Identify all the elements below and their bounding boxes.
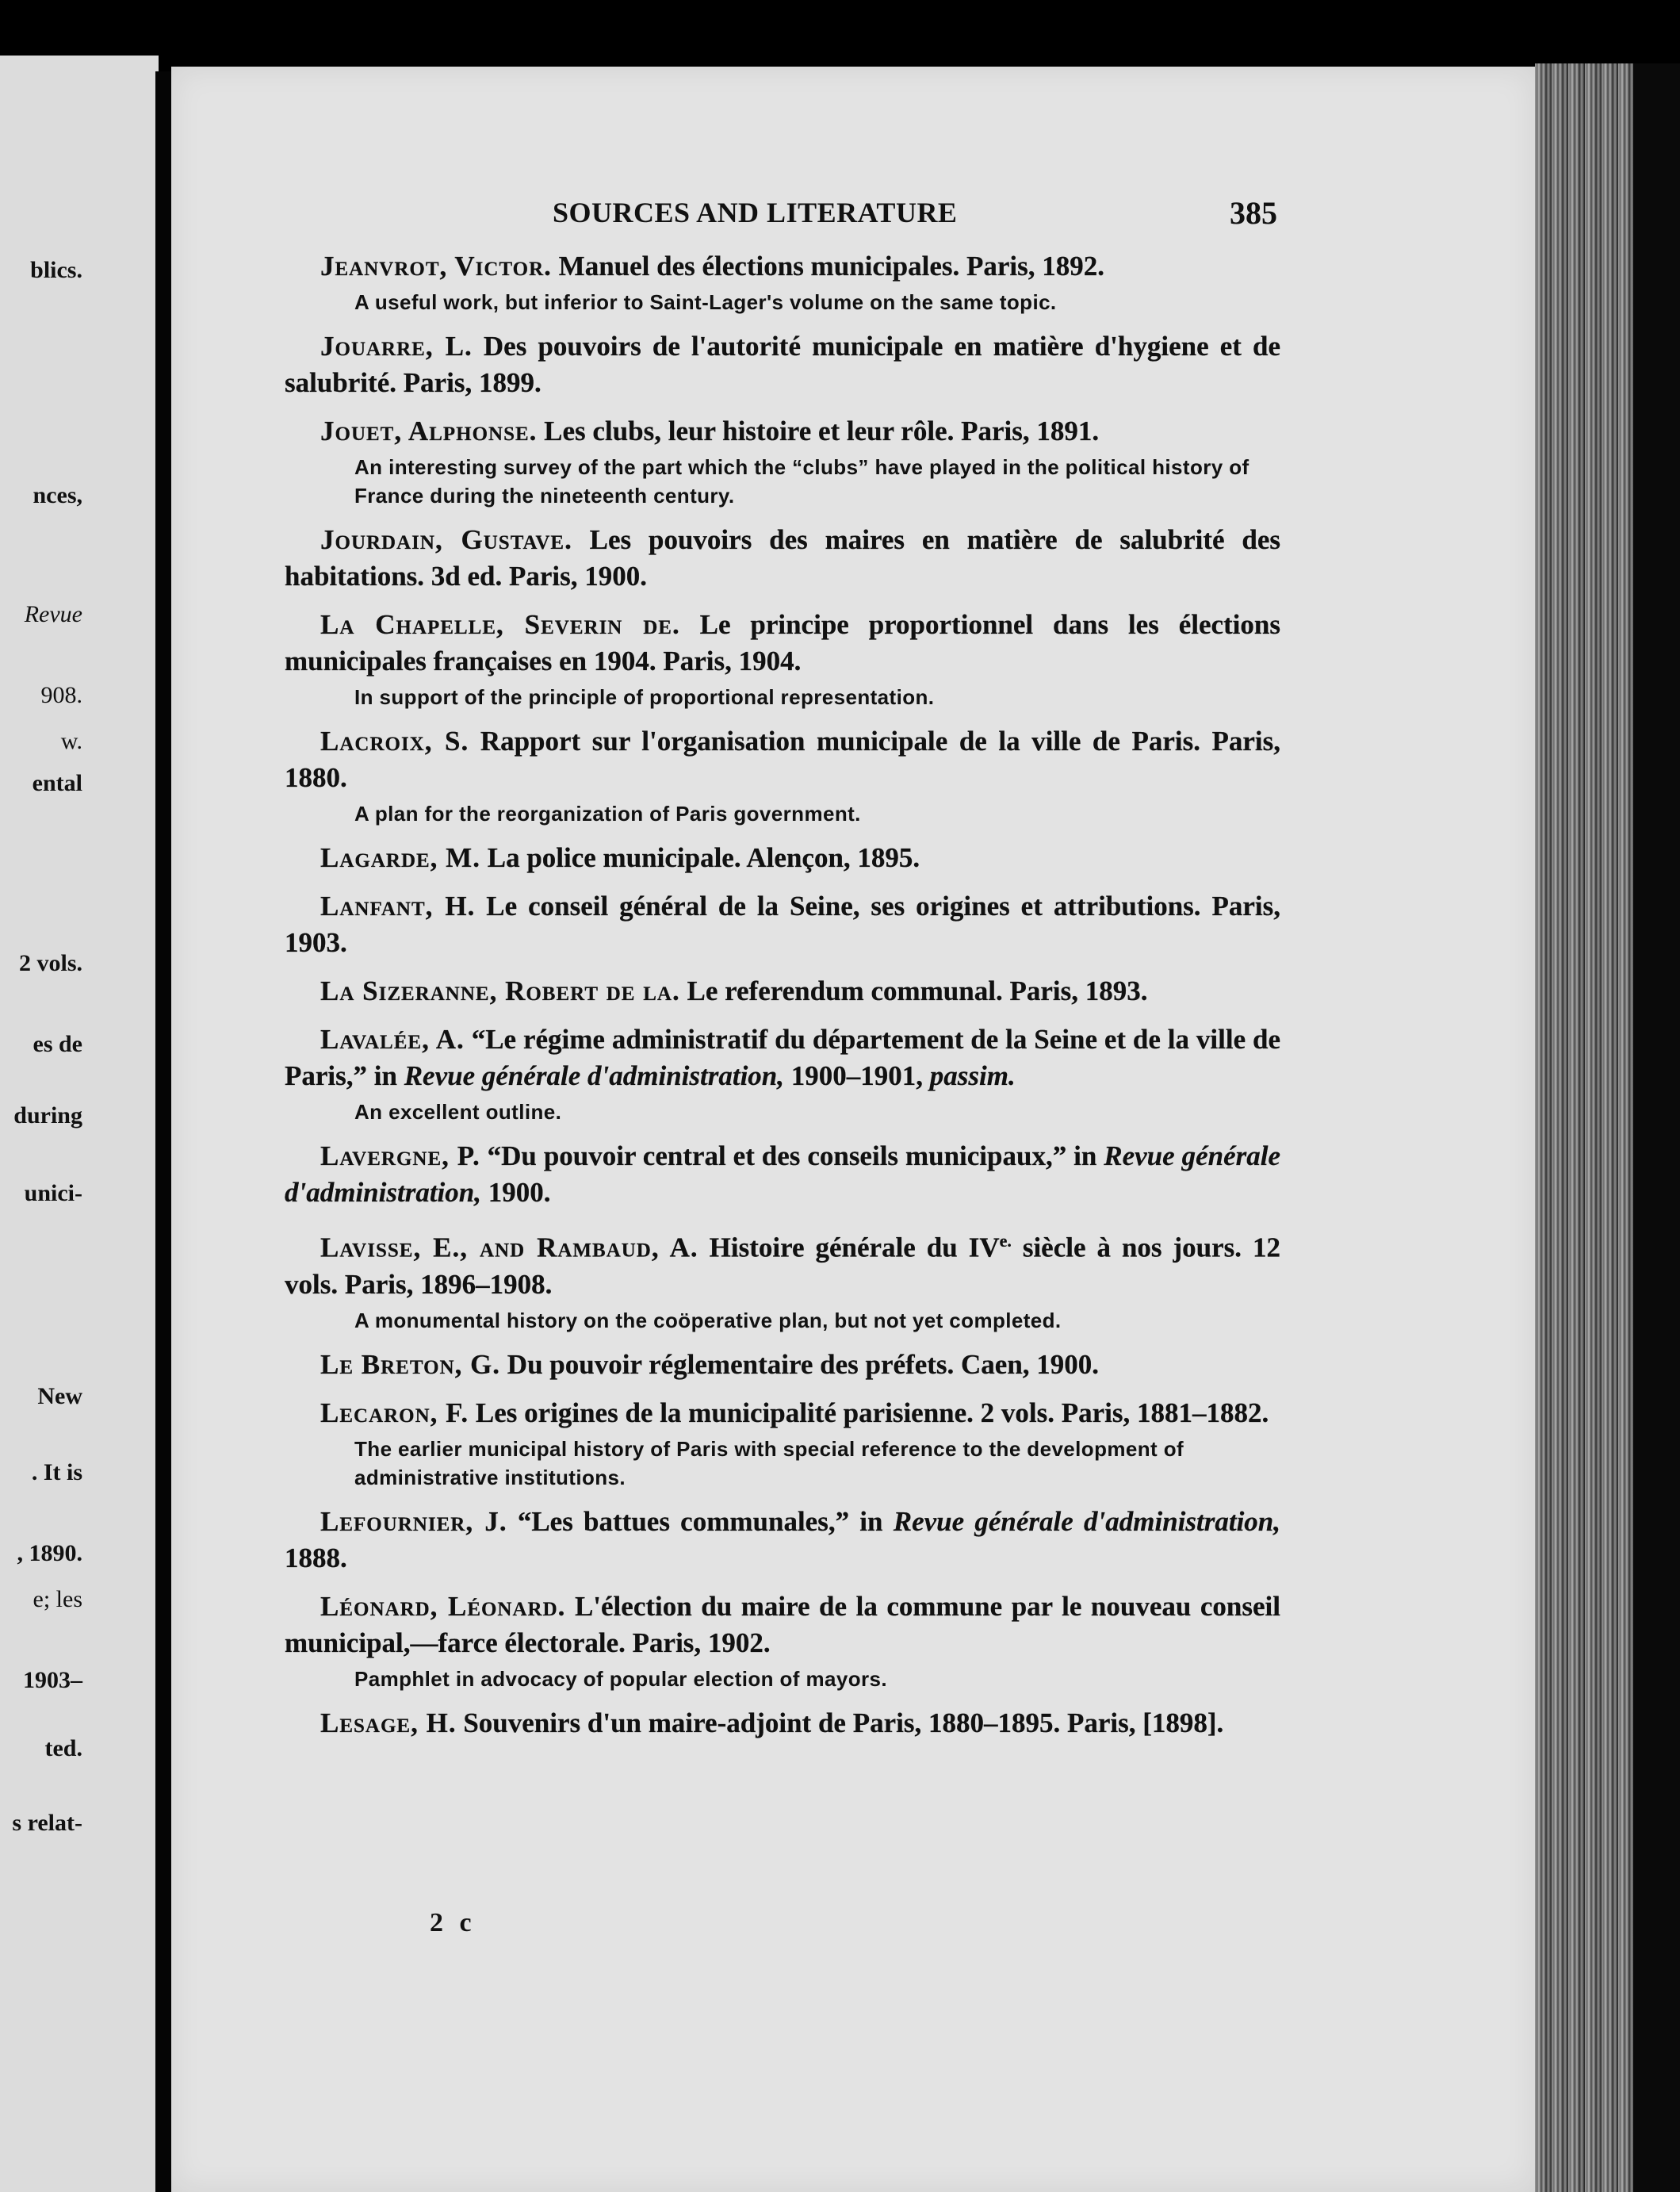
bibliography-entry [285,522,1280,595]
entry-journal: Revue générale d'administration, [285,1140,1280,1208]
entry-annotation: Pamphlet in advocacy of popular election of mayors. [354,1666,887,1691]
left-page-fragment: es de [33,1031,82,1057]
left-page-fragment: , 1890. [17,1540,82,1566]
entry-author: Lagarde, M. [320,842,480,873]
entry-title: L'élection du maire de la commune par le nouveau conseil municipal,—farce électorale. Paris, 1902. [285,1590,1280,1658]
entry-citation [285,1504,1280,1577]
entry-annotation: The earlier municipal history of Paris with special reference to the development of administrative institutions. [354,1436,1184,1489]
entry-passim: passim. [929,1060,1016,1091]
entry-title: Des pouvoirs de l'autorité municipale en matière d'hygiene et de salubrité. Paris, 1899. [285,331,1281,398]
entry-journal: Revue générale d'administration, [893,1505,1281,1537]
left-page-fragment: e; les [33,1586,82,1612]
entry-author: La Chapelle, Severin de. [320,609,680,640]
bibliography-entry [285,1395,1280,1492]
entry-citation [285,1223,1280,1303]
entry-author: Jeanvrot, Victor. [320,251,552,282]
left-page-fragment: 908. [40,682,82,708]
left-page-fragment: blics. [30,257,82,283]
bibliography-entry [285,973,1280,1010]
entry-title: “Le régime administratif du département de la Seine et de la ville de Paris,” in [285,1024,1280,1091]
left-page-fragment: New [37,1383,82,1409]
entry-author: Lavergne, P. [320,1140,480,1171]
running-title: SOURCES AND LITERATURE [553,197,958,228]
signature-mark: 2 c [430,1908,476,1937]
entry-citation [285,1021,1280,1094]
entry-annotation: An excellent outline. [354,1100,562,1124]
bibliography-entry [285,328,1280,401]
entry-author: Lesage, H. [320,1707,457,1738]
entry-author: Lavalée, A. [320,1024,465,1055]
entry-citation [285,723,1280,796]
bibliography-entry [285,1705,1280,1742]
entry-author: Jouarre, L. [320,331,473,362]
bibliography-entry [285,1347,1280,1383]
entry-title: Le conseil général de la Seine, ses origines et attributions. Paris, 1903. [285,891,1280,958]
entry-years: 1900. [481,1177,551,1208]
entry-title: Le principe proportionnel dans les élections municipales françaises en 1904. Paris, 1904. [285,609,1280,676]
entry-citation [285,1138,1280,1211]
entry-author: Jourdain, Gustave. [320,524,572,555]
entry-citation [285,1705,1280,1742]
entry-title: Les clubs, leur histoire et leur rôle. Paris, 1891. [544,416,1100,446]
left-page-fragment: nces, [33,482,82,508]
entry-title-rest: siècle à nos jours. 12 vols. Paris, 1896–1908. [285,1232,1280,1300]
entry-author: Lavisse, E., and Rambaud, A. [320,1232,698,1263]
entry-citation [285,1588,1280,1661]
book-spine [155,71,171,2192]
entry-citation [285,248,1280,285]
entry-title: Manuel des élections municipales. Paris, 1892. [558,251,1104,282]
entry-author: Lacroix, S. [320,726,469,757]
left-page-fragment: w. [60,728,82,754]
bibliography-entry [285,1223,1280,1335]
left-page-fragment: ted. [44,1735,82,1761]
bibliography-entry [285,248,1280,316]
entry-annotation: An interesting survey of the part which the “clubs” have played in the political history of France during the nineteenth century. [354,455,1249,508]
entry-title: “Les battues communales,” in [517,1505,894,1537]
entry-author: Jouet, Alphonse. [320,416,538,446]
entry-citation [285,840,1280,876]
entry-title: Les origines de la municipalité parisienne. 2 vols. Paris, 1881–1882. [475,1397,1269,1428]
entry-author: Léonard, Léonard. [320,1590,566,1622]
bibliography-entry [285,1588,1280,1693]
entry-citation [285,328,1280,401]
page-text-block [285,188,1280,1753]
entry-title: Souvenirs d'un maire-adjoint de Paris, 1880–1895. Paris, [1898]. [463,1707,1224,1738]
entry-author: Lanfant, H. [320,891,476,922]
page-edges-shadow [1633,63,1680,2192]
previous-page-edge [0,56,159,2192]
bibliography-entry [285,1504,1280,1577]
entry-author: La Sizeranne, Robert de la. [320,975,680,1006]
bibliography-entry [285,413,1280,510]
left-page-fragment: ental [32,770,82,796]
left-page-fragment: Revue [24,601,82,627]
entry-years: 1888. [285,1542,347,1573]
left-page-fragment: unici- [24,1180,82,1206]
bibliography-entry [285,888,1280,961]
entry-citation [285,1395,1280,1431]
page-number: 385 [1230,195,1277,231]
entry-title: “Du pouvoir central et des conseils municipaux,” in [487,1140,1104,1171]
entry-annotation: A plan for the reorganization of Paris government. [354,802,861,826]
entry-title: Les pouvoirs des maires en matière de salubrité des habitations. 3d ed. Paris, 1900. [285,524,1281,592]
left-page-fragment: during [13,1102,82,1129]
bibliography-list [285,248,1280,1742]
entry-title: La police municipale. Alençon, 1895. [487,842,920,873]
entry-annotation: In support of the principle of proportional representation. [354,685,935,709]
entry-citation [285,413,1280,450]
left-page-fragment: s relat- [12,1810,82,1836]
entry-citation [285,607,1280,680]
entry-citation [285,1347,1280,1383]
bibliography-entry [285,723,1280,828]
bibliography-entry [285,1138,1280,1211]
entry-journal: Revue générale d'administration, [404,1060,785,1091]
entry-author: Lefournier, J. [320,1505,507,1537]
bibliography-entry [285,840,1280,876]
entry-author: Lecaron, F. [320,1397,469,1428]
entry-superscript: e. [999,1231,1012,1251]
entry-title: Rapport sur l'organisation municipale de la ville de Paris. Paris, 1880. [285,726,1281,793]
left-page-fragment: 2 vols. [18,950,82,976]
entry-citation [285,973,1280,1010]
bibliography-entry [285,1021,1280,1126]
entry-citation [285,522,1280,595]
running-head [285,188,1280,236]
entry-title: Du pouvoir réglementaire des préfets. Caen, 1900. [507,1348,1100,1380]
entry-annotation: A useful work, but inferior to Saint-Lager's volume on the same topic. [354,290,1057,314]
entry-title: Histoire générale du IV [709,1232,1000,1263]
entry-author: Le Breton, G. [320,1348,501,1380]
entry-years: 1900–1901, [784,1060,930,1091]
bibliography-entry [285,607,1280,711]
entry-citation [285,888,1280,961]
left-page-fragment: 1903– [23,1667,82,1693]
entry-annotation: A monumental history on the coöperative plan, but not yet completed. [354,1308,1062,1332]
entry-title: Le referendum communal. Paris, 1893. [687,975,1148,1006]
left-page-fragment: . It is [31,1459,82,1485]
